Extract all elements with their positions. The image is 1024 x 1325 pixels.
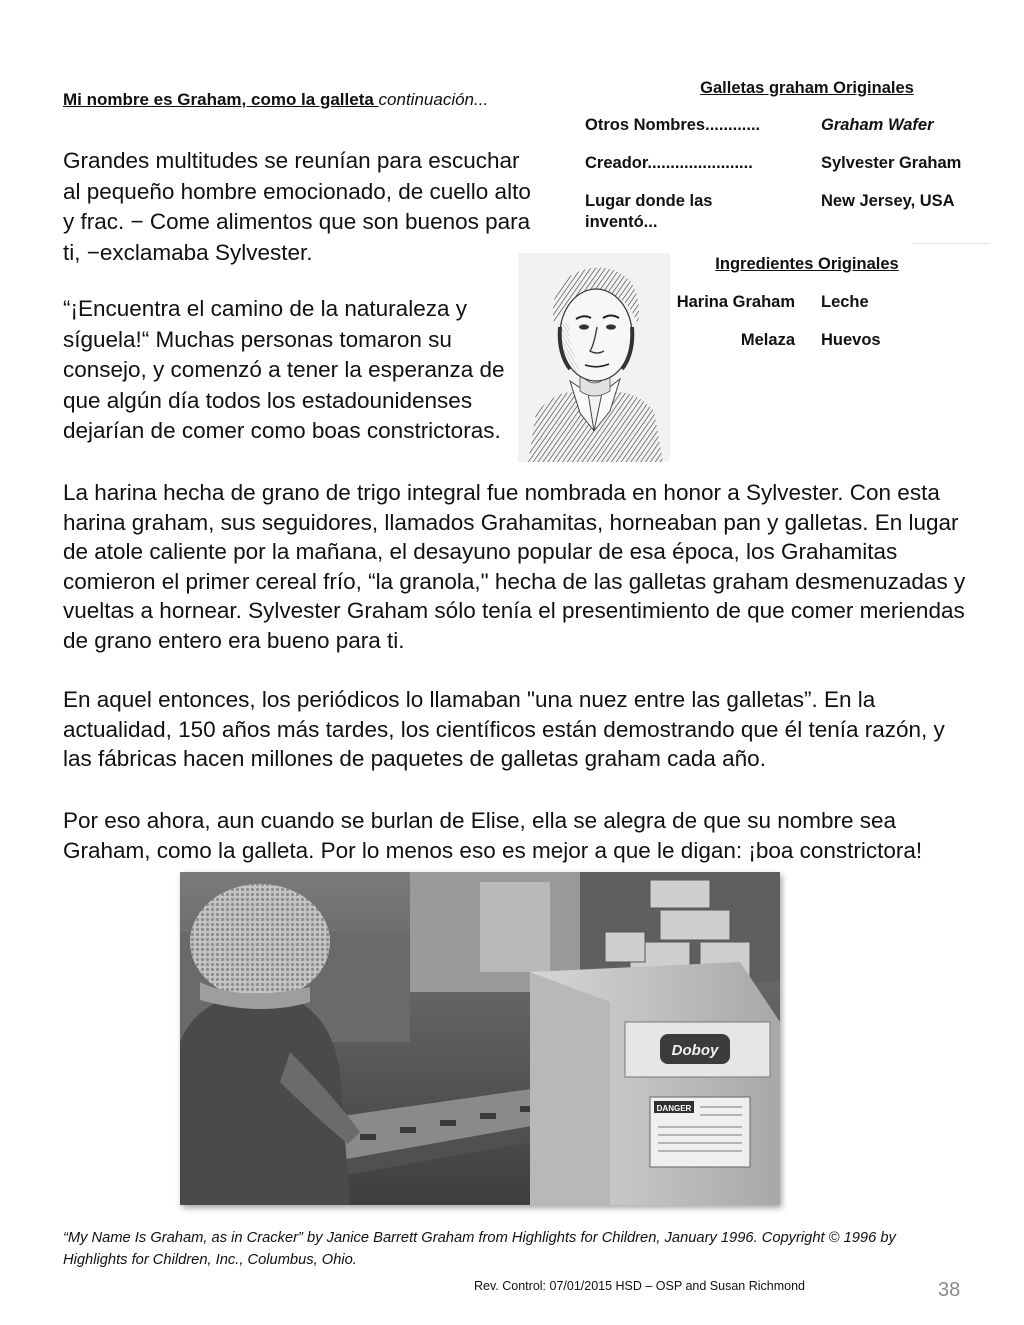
info-label-place: Lugar donde las inventó... (585, 192, 713, 231)
info-label-creator: Creador....................... (585, 154, 753, 172)
intro-paragraph-2: “¡Encuentra el camino de la naturaleza y síguela!“ Muchas personas tomaron su consejo, y comenzó a tener la esperanza de que algún día todos los estadounidenses dejarían de comer como boas constrictoras. (63, 296, 505, 443)
info-table-heading: Galletas graham Originales (700, 79, 914, 97)
info-label-other-names: Otros Nombres............ (585, 116, 761, 134)
ingredient-item: Melaza (740, 331, 795, 349)
factory-photo (180, 872, 780, 1205)
info-value-creator: Sylvester Graham (821, 154, 962, 172)
info-value-other-names: Graham Wafer (821, 116, 934, 134)
divider (912, 243, 990, 244)
ingredient-item: Harina Graham (676, 293, 795, 311)
body-paragraph-1: La harina hecha de grano de trigo integral fue nombrada en honor a Sylvester. Con esta harina graham, sus seguidores, llamados Grahamitas, horneaban pan y galletas. En lugar de atole caliente por la mañana, el desayuno popular de esa época, los Grahamitas comieron el primer cereal frío, “la granola," hecha de las galletas graham desmenuzadas y vueltas a hornear. Sylvester Graham sólo tenía el presentimiento de que comer meriendas de grano entero era bueno para ti. (63, 480, 966, 653)
info-value-place: New Jersey, USA (821, 192, 955, 210)
header-continuation: continuación... (378, 90, 489, 109)
page-number: 38 (938, 1279, 961, 1301)
machine-brand-label: Doboy (671, 1042, 719, 1059)
revision-control: Rev. Control: 07/01/2015 HSD – OSP and Susan Richmond (474, 1279, 805, 1293)
intro-paragraph-1: Grandes multitudes se reunían para escuchar al pequeño hombre emocionado, de cuello alto y frac. − Come alimentos que son buenos para ti, −exclamaba Sylvester. (63, 148, 531, 265)
header-title: Mi nombre es Graham, como la galleta (63, 90, 379, 109)
body-paragraph-2: En aquel entonces, los periódicos lo llamaban "una nuez entre las galletas”. En la actualidad, 150 años más tardes, los científicos están demostrando que él tenía razón, y las fábricas hacen millones de paquetes de galletas graham cada año. (63, 687, 945, 771)
ingredients-heading: Ingredientes Originales (715, 255, 899, 273)
body-paragraph-3: Por eso ahora, aun cuando se burlan de Elise, ella se alegra de que su nombre sea Graham, como la galleta. Por lo menos eso es mejor a que le digan: ¡boa constrictora! (63, 808, 923, 863)
sylvester-graham-portrait (518, 253, 670, 462)
ingredient-item: Huevos (821, 331, 881, 349)
warning-label: DANGER (656, 1104, 692, 1113)
section-header (63, 90, 488, 110)
ingredient-item: Leche (821, 293, 869, 311)
citation: “My Name Is Graham, as in Cracker” by Janice Barrett Graham from Highlights for Children, January 1996. Copyright © 1996 by Highlights for Children, Inc., Columbus, Ohio. (63, 1230, 896, 1268)
